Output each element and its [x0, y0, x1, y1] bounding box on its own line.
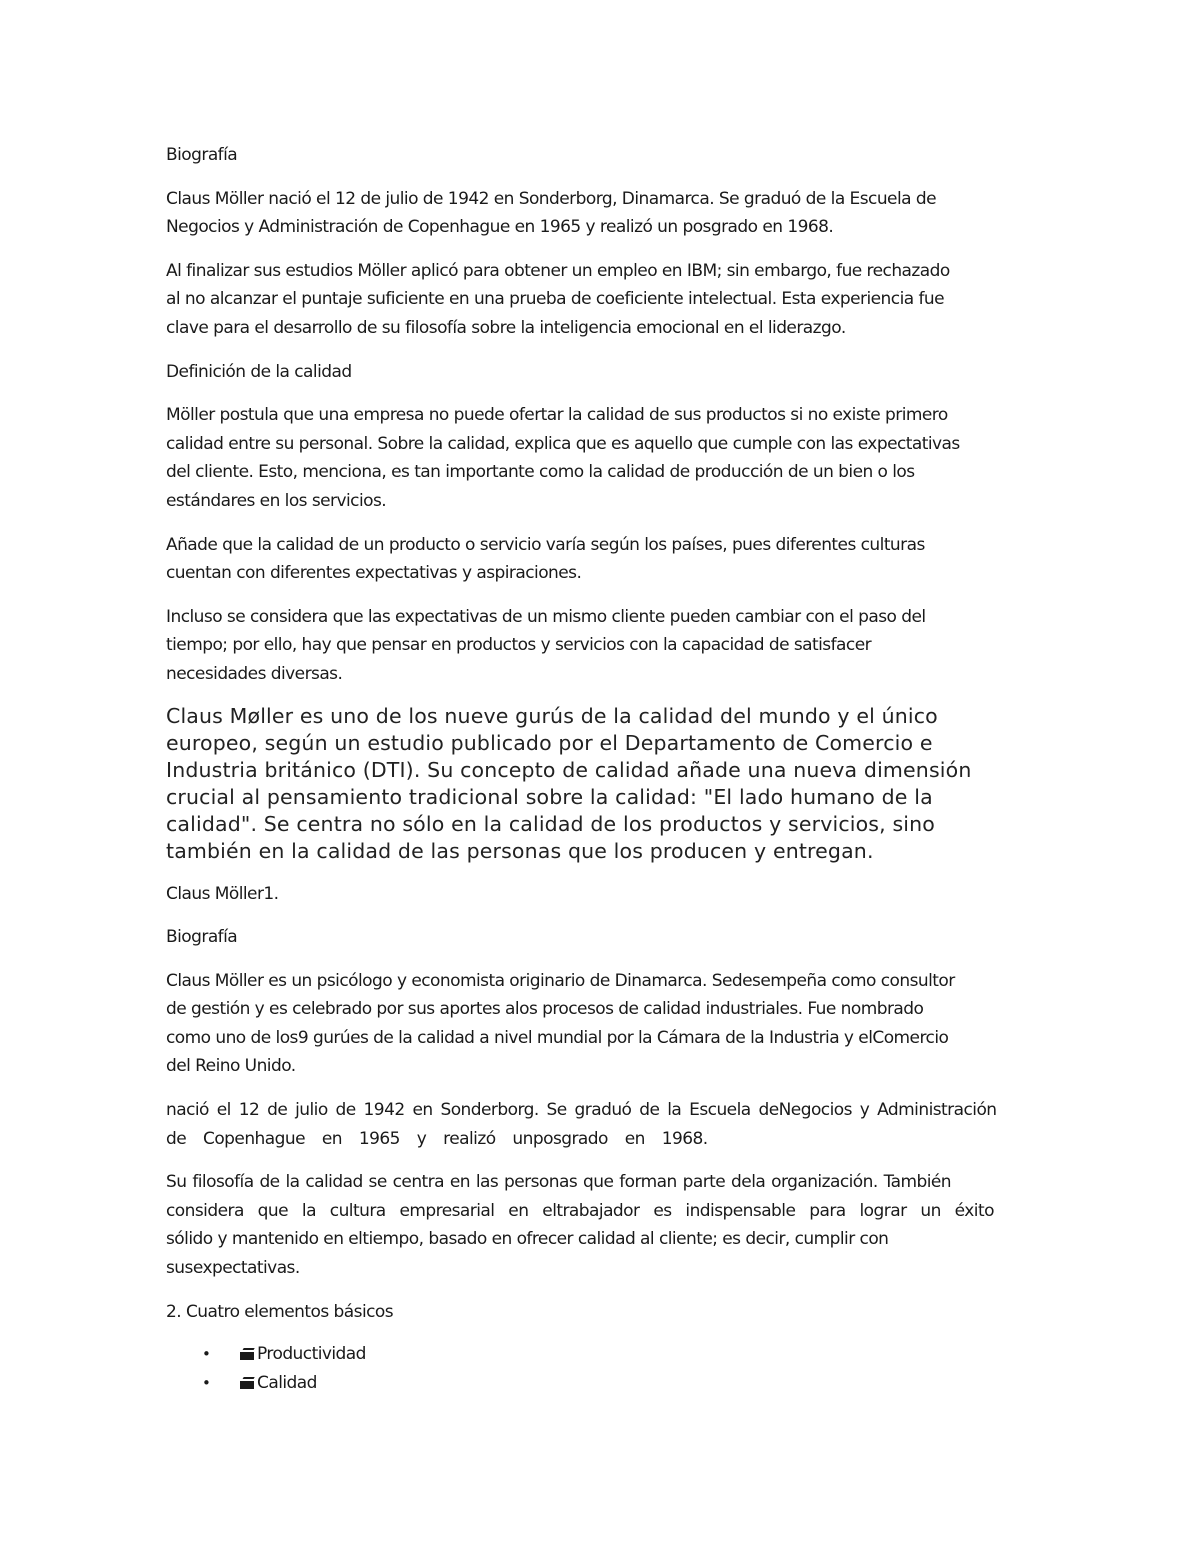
paragraph-line: sólido y mantenido en eltiempo, basado en ofrecer calidad al cliente; es decir, cumplir con: [166, 1229, 889, 1250]
heading-definicion-calidad: Definición de la calidad: [166, 361, 352, 382]
paragraph-line: Añade que la calidad de un producto o servicio varía según los países, pues diferentes culturas: [166, 534, 925, 555]
paragraph-line: nació el 12 de julio de 1942 en Sonderborg. Se graduó de la Escuela deNegocios y Administración: [166, 1100, 997, 1121]
box-icon: [240, 1377, 255, 1389]
paragraph-birth: [166, 185, 1034, 242]
list-item: [166, 1369, 1034, 1398]
bullet-icon: •: [202, 1373, 211, 1392]
paragraph-line: cuentan con diferentes expectativas y aspiraciones.: [166, 563, 582, 584]
paragraph-line: como uno de los9 gurúes de la calidad a nivel mundial por la Cámara de la Industria y elComercio: [166, 1027, 949, 1048]
quote-line: europeo, según un estudio publicado por el Departamento de Comercio e: [166, 730, 933, 755]
paragraph-line: estándares en los servicios.: [166, 490, 387, 511]
paragraph-line: Claus Möller nació el 12 de julio de 1942 en Sonderborg, Dinamarca. Se graduó de la Escuela de: [166, 188, 937, 209]
quote-line: crucial al pensamiento tradicional sobre la calidad: "El lado humano de la: [166, 784, 933, 809]
paragraph-ibm: [166, 257, 1034, 343]
list-item-label: Calidad: [257, 1372, 317, 1393]
heading-cuatro-elementos: 2. Cuatro elementos básicos: [166, 1301, 394, 1322]
paragraph-line: clave para el desarrollo de su filosofía sobre la inteligencia emocional en el liderazgo.: [166, 317, 846, 338]
paragraph-line: considera que la cultura empresarial en eltrabajador es indispensable para lograr un éxito: [166, 1200, 994, 1221]
list-item-label: Productividad: [257, 1344, 366, 1365]
paragraph-line: Su filosofía de la calidad se centra en las personas que forman parte dela organización. También: [166, 1172, 952, 1193]
paragraph-line: Al finalizar sus estudios Möller aplicó para obtener un empleo en IBM; sin embargo, fue rechazado: [166, 260, 950, 281]
heading-claus-moller-1: Claus Möller1.: [166, 883, 279, 904]
paragraph-expectativas: [166, 603, 1034, 689]
paragraph-psicologo: [166, 967, 1034, 1081]
paragraph-filosofia: [166, 1168, 1034, 1282]
paragraph-line: de gestión y es celebrado por sus aportes alos procesos de calidad industriales. Fue nombrado: [166, 999, 924, 1020]
heading-biografia: Biografía: [166, 145, 238, 165]
paragraph-postula: [166, 401, 1034, 515]
paragraph-line: Negocios y Administración de Copenhague en 1965 y realizó un posgrado en 1968.: [166, 217, 834, 238]
paragraph-line: del cliente. Esto, menciona, es tan importante como la calidad de producción de un bien o los: [166, 462, 915, 483]
paragraph-gurus-quote: [166, 703, 1034, 865]
paragraph-line: del Reino Unido.: [166, 1056, 296, 1077]
quote-line: Claus Møller es uno de los nueve gurús de la calidad del mundo y el único: [166, 703, 938, 728]
paragraph-line: calidad entre su personal. Sobre la calidad, explica que es aquello que cumple con las expectativas: [166, 433, 960, 454]
paragraph-line: Möller postula que una empresa no puede ofertar la calidad de sus productos si no existe primero: [166, 405, 948, 426]
heading-biografia-2: Biografía: [166, 927, 238, 948]
quote-line: también en la calidad de las personas que los producen y entregan.: [166, 838, 874, 863]
paragraph-nacio: [166, 1096, 1034, 1153]
paragraph-culturas: [166, 531, 1034, 588]
box-icon: [240, 1348, 255, 1360]
quote-line: Industria británico (DTI). Su concepto de calidad añade una nueva dimensión: [166, 757, 972, 782]
paragraph-line: de Copenhague en 1965 y realizó unposgrado en 1968.: [166, 1128, 708, 1149]
quote-line: calidad". Se centra no sólo en la calidad de los productos y servicios, sino: [166, 811, 935, 836]
paragraph-line: susexpectativas.: [166, 1258, 300, 1279]
paragraph-line: Incluso se considera que las expectativas de un mismo cliente pueden cambiar con el paso del: [166, 606, 926, 627]
document-body: [166, 141, 1034, 1397]
paragraph-line: al no alcanzar el puntaje suficiente en una prueba de coeficiente intelectual. Esta experiencia fue: [166, 289, 945, 310]
elements-list: [166, 1340, 1034, 1397]
paragraph-line: tiempo; por ello, hay que pensar en productos y servicios con la capacidad de satisfacer: [166, 635, 872, 656]
bullet-icon: •: [202, 1345, 211, 1364]
list-item: [166, 1340, 1034, 1369]
paragraph-line: Claus Möller es un psicólogo y economista originario de Dinamarca. Sedesempeña como consultor: [166, 970, 955, 991]
paragraph-line: necesidades diversas.: [166, 663, 343, 684]
